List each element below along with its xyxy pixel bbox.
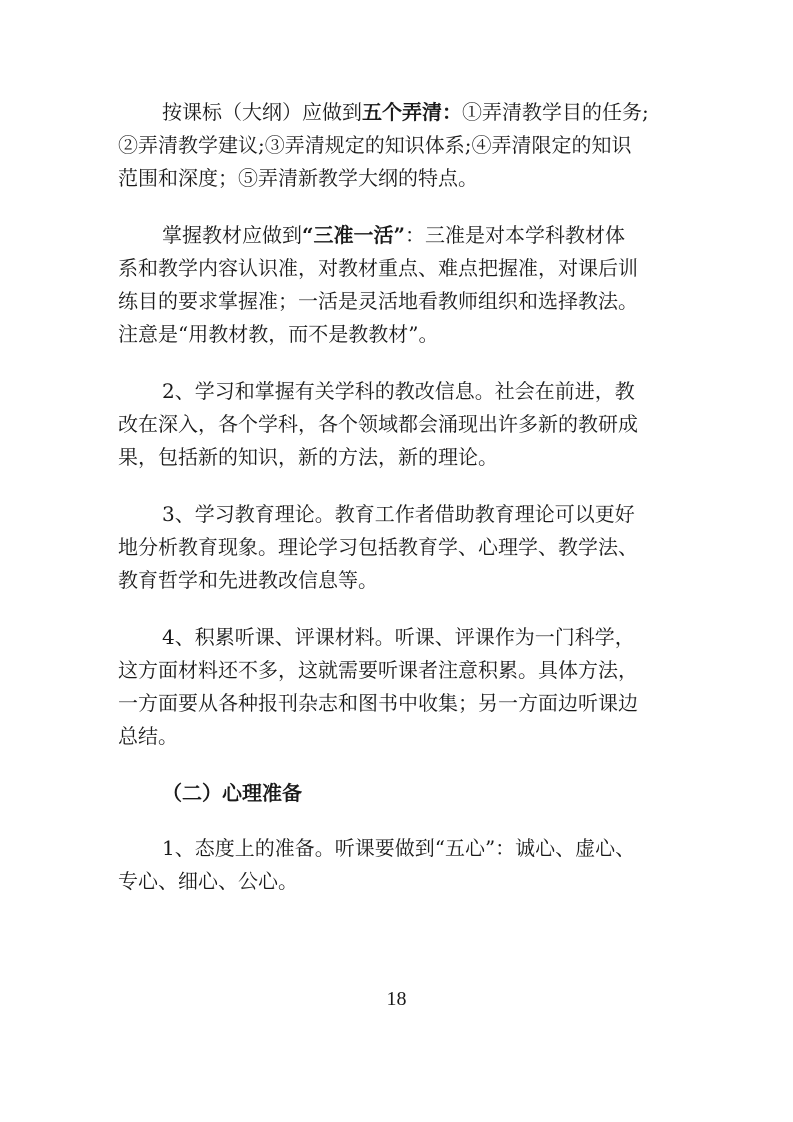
text-line: 练目的要求掌握准；一活是灵活地看教师组织和选择教法。 (118, 289, 638, 313)
paragraph-three-accurate-one-flexible (118, 219, 692, 351)
paragraph-five-clarifications (118, 96, 692, 195)
section-heading: （二）心理准备 (162, 781, 302, 805)
text-line: 教育哲学和先进教改信息等。 (118, 568, 378, 592)
text-line: 地分析教育现象。理论学习包括教育学、心理学、教学法、 (118, 535, 638, 559)
text-line: 一方面要从各种报刊杂志和图书中收集；另一方面边听课边 (118, 691, 638, 715)
text-line: 注意是“用教材教，而不是教教材”。 (118, 322, 439, 346)
text-line: 总结。 (118, 724, 178, 748)
paragraph-item-3 (118, 498, 692, 597)
text-segment: ①弄清教学目的任务; (462, 100, 649, 124)
paragraph-item-2 (118, 375, 692, 474)
document-body (118, 96, 692, 922)
text-line: 专心、细心、公心。 (118, 869, 298, 893)
text-segment: 按课标（大纲）应做到 (162, 100, 362, 124)
text-line: 果，包括新的知识，新的方法，新的理论。 (118, 445, 498, 469)
text-line: 范围和深度；⑤弄清新教学大纲的特点。 (118, 166, 478, 190)
text-line: 系和教学内容认识准，对教材重点、难点把握准，对课后训 (118, 256, 638, 280)
text-line: 改在深入，各个学科，各个领域都会涌现出许多新的教研成 (118, 412, 638, 436)
text-line: 这方面材料还不多，这就需要听课者注意积累。具体方法， (118, 658, 638, 682)
bold-term-three-accurate: “三准一活” (302, 223, 406, 247)
text-line: 2、学习和掌握有关学科的教改信息。社会在前进，教 (162, 379, 635, 403)
bold-term-five-clarifications: 五个弄清： (362, 100, 462, 124)
text-line (118, 96, 692, 129)
text-line (118, 219, 692, 252)
text-line: 1、态度上的准备。听课要做到“五心”：诚心、虚心、 (162, 836, 636, 860)
text-line: 3、学习教育理论。教育工作者借助教育理论可以更好 (162, 502, 635, 526)
text-line: ②弄清教学建议;③弄清规定的知识体系;④弄清限定的知识 (118, 133, 632, 157)
text-segment: ：三准是对本学科教材体 (405, 223, 626, 247)
paragraph-item-4 (118, 621, 692, 753)
text-segment: 掌握教材应做到 (162, 223, 302, 247)
text-line: 4、积累听课、评课材料。听课、评课作为一门科学， (162, 625, 635, 649)
paragraph-attitude (118, 832, 692, 898)
page-number: 18 (386, 988, 407, 1010)
